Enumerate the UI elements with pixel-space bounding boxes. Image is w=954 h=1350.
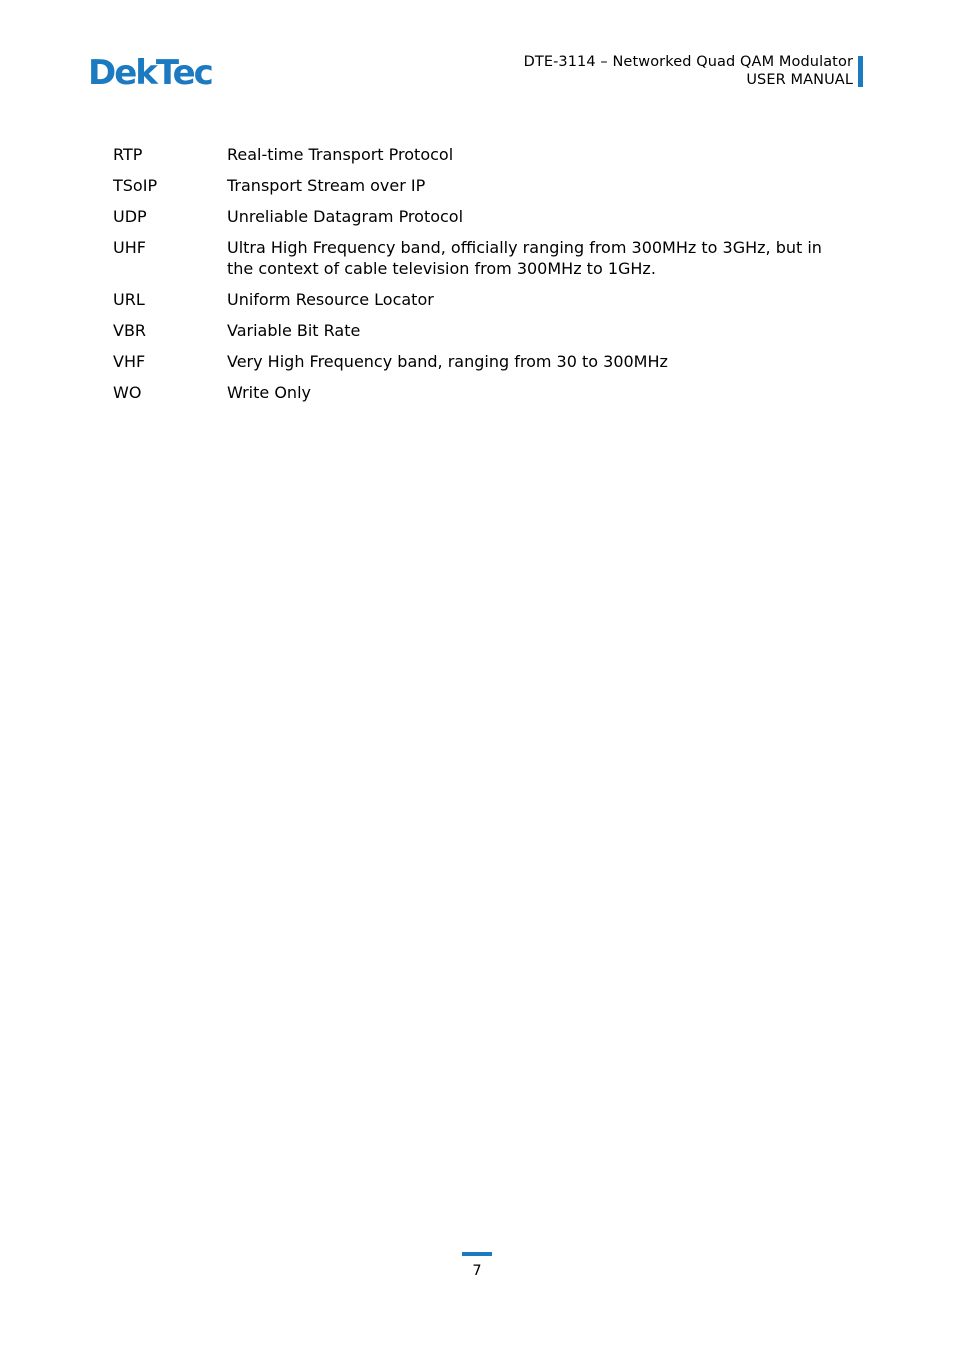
glossary-term: TSoIP [113, 176, 158, 195]
glossary-entry [113, 175, 833, 196]
glossary-entry [113, 351, 833, 372]
glossary-term: UHF [113, 238, 146, 257]
glossary-definition: Uniform Resource Locator [227, 290, 434, 309]
glossary-entry [113, 206, 833, 227]
glossary-term: URL [113, 290, 145, 309]
glossary-definition: Variable Bit Rate [227, 321, 361, 340]
glossary-entry [113, 320, 833, 341]
glossary-definition: Ultra High Frequency band, officially ranging from 300MHz to 3GHz, but in the context of cable television from 300MHz to 1GHz. [227, 238, 822, 278]
glossary-term: WO [113, 383, 142, 402]
glossary-entry [113, 382, 833, 403]
header-accent-bar [858, 56, 863, 87]
logo-wordmark: DekTec [88, 54, 212, 88]
glossary-term: VBR [113, 321, 147, 340]
abbreviation-list [113, 144, 833, 403]
glossary-definition: Very High Frequency band, ranging from 30 to 300MHz [227, 352, 668, 371]
glossary-definition: Real-time Transport Protocol [227, 145, 454, 164]
glossary-definition: Transport Stream over IP [227, 176, 426, 195]
glossary-term: VHF [113, 352, 146, 371]
document-header [524, 53, 853, 89]
glossary-term: UDP [113, 207, 147, 226]
glossary-entry [113, 237, 833, 279]
glossary-entry [113, 289, 833, 310]
glossary-entry [113, 144, 833, 165]
page-number: 7 [472, 1263, 482, 1279]
document-title: DTE-3114 – Networked Quad QAM Modulator [523, 54, 853, 70]
footer-accent-bar [462, 1252, 492, 1256]
dektec-logo [88, 54, 220, 88]
glossary-definition: Write Only [227, 383, 311, 402]
document-subtitle: USER MANUAL [746, 72, 853, 88]
glossary-definition: Unreliable Datagram Protocol [227, 207, 464, 226]
glossary-term: RTP [113, 145, 143, 164]
